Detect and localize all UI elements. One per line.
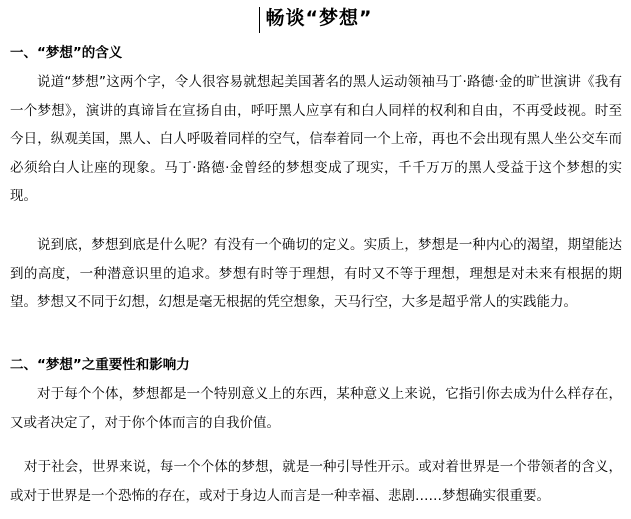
document-title[interactable]: 畅谈“梦想” (265, 7, 373, 29)
section-2-paragraph-2[interactable]: 对于社会，世界来说，每一个个体的梦想，就是一种引导性开示。或对着世界是一个带领者的含义，或对于世界是一个恐怖的存在，或对于身边人而言是一种幸福、悲剧……梦想确实很重要。 (10, 459, 622, 504)
text-cursor (259, 7, 260, 33)
section-2-paragraph-1[interactable]: 对于每个个体，梦想都是一个特别意义上的东西，某种意义上来说，它指引你去成为什么样存在，又或者决定了，对于你个体而言的自我价值。 (10, 386, 622, 431)
section-1-paragraph-1[interactable]: 说道“梦想”这两个字，令人很容易就想起美国著名的黑人运动领袖马丁·路德·金的旷世演讲《我有一个梦想》，演讲的真谛旨在宣扬自由，呼吁黑人应享有和白人同样的权利和自由，不再受歧视。时至今日，纵观美国，黑人、白人呼吸着同样的空气，信奉着同一个上帝，再也不会出现有黑人坐公交车而必须给白人让座的现象。马丁·路德·金曾经的梦想变成了现实，千千万万的黑人受益于这个梦想的实现。 (10, 74, 622, 204)
section-1-paragraph-2[interactable]: 说到底，梦想到底是什么呢？有没有一个确切的定义。实质上，梦想是一种内心的渴望，期望能达到的高度，一种潜意识里的追求。梦想有时等于理想，有时又不等于理想，理想是对未来有根据的期望。梦想又不同于幻想，幻想是毫无根据的凭空想象，天马行空，大多是超乎常人的实践能力。 (10, 237, 622, 310)
title-container (0, 4, 631, 33)
section-heading-2[interactable]: 二、“梦想”之重要性和影响力 (10, 357, 190, 373)
section-heading-1[interactable]: 一、“梦想”的含义 (10, 45, 123, 61)
